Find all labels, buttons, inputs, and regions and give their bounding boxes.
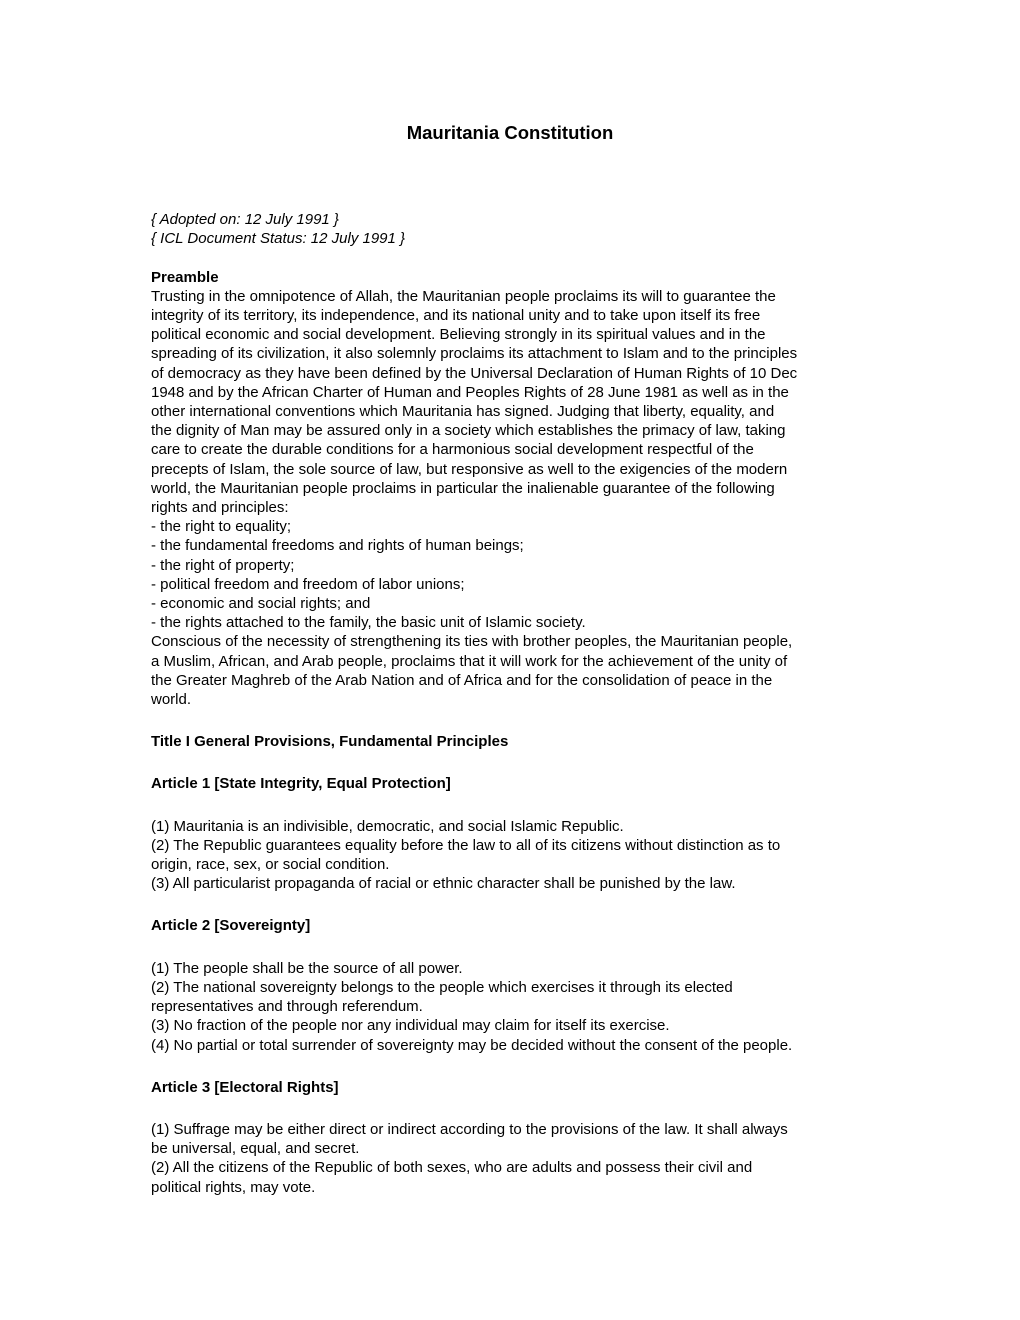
- article-2-heading: Article 2 [Sovereignty]: [151, 917, 311, 935]
- article-line: (1) The people shall be the source of all power.: [151, 959, 463, 977]
- preamble-line: Conscious of the necessity of strengthening its ties with brother peoples, the Mauritanian people,: [151, 633, 793, 651]
- article-1-text: [151, 817, 873, 894]
- article-line: (1) Suffrage may be either direct or indirect according to the provisions of the law. It shall always: [151, 1120, 788, 1138]
- preamble-line: the dignity of Man may be assured only in a society which establishes the primacy of law, taking: [151, 422, 786, 440]
- article-line: political rights, may vote.: [151, 1178, 316, 1196]
- preamble-line: world.: [151, 691, 192, 709]
- preamble-list-item: - the fundamental freedoms and rights of human beings;: [151, 537, 524, 555]
- preamble-line: 1948 and by the African Charter of Human and Peoples Rights of 28 June 1981 as well as in the: [151, 383, 789, 401]
- preamble-line: other international conventions which Mauritania has signed. Judging that liberty, equality, and: [151, 403, 775, 421]
- document-body: [151, 210, 873, 1197]
- title-i-heading: Title I General Provisions, Fundamental Principles: [151, 733, 509, 751]
- preamble-list-item: - the rights attached to the family, the basic unit of Islamic society.: [151, 614, 586, 632]
- preamble-line: spreading of its civilization, it also solemnly proclaims its attachment to Islam and to the principles: [151, 345, 798, 363]
- article-line: (3) No fraction of the people nor any individual may claim for itself its exercise.: [151, 1017, 670, 1035]
- document-meta: [151, 210, 873, 248]
- preamble-list-item: - political freedom and freedom of labor unions;: [151, 575, 465, 593]
- preamble-heading: Preamble: [151, 268, 219, 286]
- preamble-line: rights and principles:: [151, 499, 289, 517]
- preamble-line: a Muslim, African, and Arab people, proclaims that it will work for the achievement of the unity of: [151, 652, 788, 670]
- preamble-list-item: - economic and social rights; and: [151, 595, 371, 613]
- article-2-section: [151, 916, 873, 1054]
- article-line: be universal, equal, and secret.: [151, 1140, 360, 1158]
- preamble-line: the Greater Maghreb of the Arab Nation and of Africa and for the consolidation of peace in the: [151, 671, 773, 689]
- article-3-heading: Article 3 [Electoral Rights]: [151, 1078, 339, 1096]
- article-1-heading: Article 1 [State Integrity, Equal Protection]: [151, 775, 451, 793]
- article-2-text: [151, 959, 873, 1055]
- preamble-line: of democracy as they have been defined by the Universal Declaration of Human Rights of 10 Dec: [151, 364, 798, 382]
- article-line: origin, race, sex, or social condition.: [151, 856, 390, 874]
- article-line: (2) The national sovereignty belongs to the people which exercises it through its elected: [151, 978, 733, 996]
- article-1-section: [151, 774, 873, 893]
- preamble-line: integrity of its territory, its independence, and its national unity and to take upon itself its free: [151, 307, 761, 324]
- article-line: representatives and through referendum.: [151, 998, 423, 1016]
- preamble-list-item: - the right of property;: [151, 556, 295, 574]
- preamble-line: care to create the durable conditions for a harmonious social development respectful of the: [151, 441, 754, 459]
- article-3-text: [151, 1120, 873, 1197]
- preamble-text: [151, 287, 873, 709]
- preamble-list-item: - the right to equality;: [151, 518, 292, 536]
- adopted-date: { Adopted on: 12 July 1991 }: [151, 211, 339, 228]
- article-3-section: [151, 1078, 873, 1197]
- preamble-line: Trusting in the omnipotence of Allah, the Mauritanian people proclaims its will to guarantee the: [151, 287, 776, 305]
- preamble-section: [151, 268, 873, 710]
- preamble-line: world, the Mauritanian people proclaims in particular the inalienable guarantee of the following: [151, 479, 775, 497]
- document-status: { ICL Document Status: 12 July 1991 }: [151, 230, 406, 248]
- article-line: (4) No partial or total surrender of sovereignty may be decided without the consent of the people.: [151, 1036, 793, 1054]
- preamble-line: precepts of Islam, the sole source of law, but responsive as well to the exigencies of the modern: [151, 460, 788, 478]
- article-line: (2) All the citizens of the Republic of both sexes, who are adults and possess their civil and: [151, 1159, 753, 1177]
- document-title: Mauritania Constitution: [406, 122, 614, 143]
- article-line: (3) All particularist propaganda of racial or ethnic character shall be punished by the law.: [151, 875, 736, 893]
- article-line: (2) The Republic guarantees equality before the law to all of its citizens without distinction as to: [151, 836, 781, 854]
- article-line: (1) Mauritania is an indivisible, democratic, and social Islamic Republic.: [151, 817, 624, 835]
- preamble-line: political economic and social development. Believing strongly in its spiritual values and in the: [151, 326, 766, 344]
